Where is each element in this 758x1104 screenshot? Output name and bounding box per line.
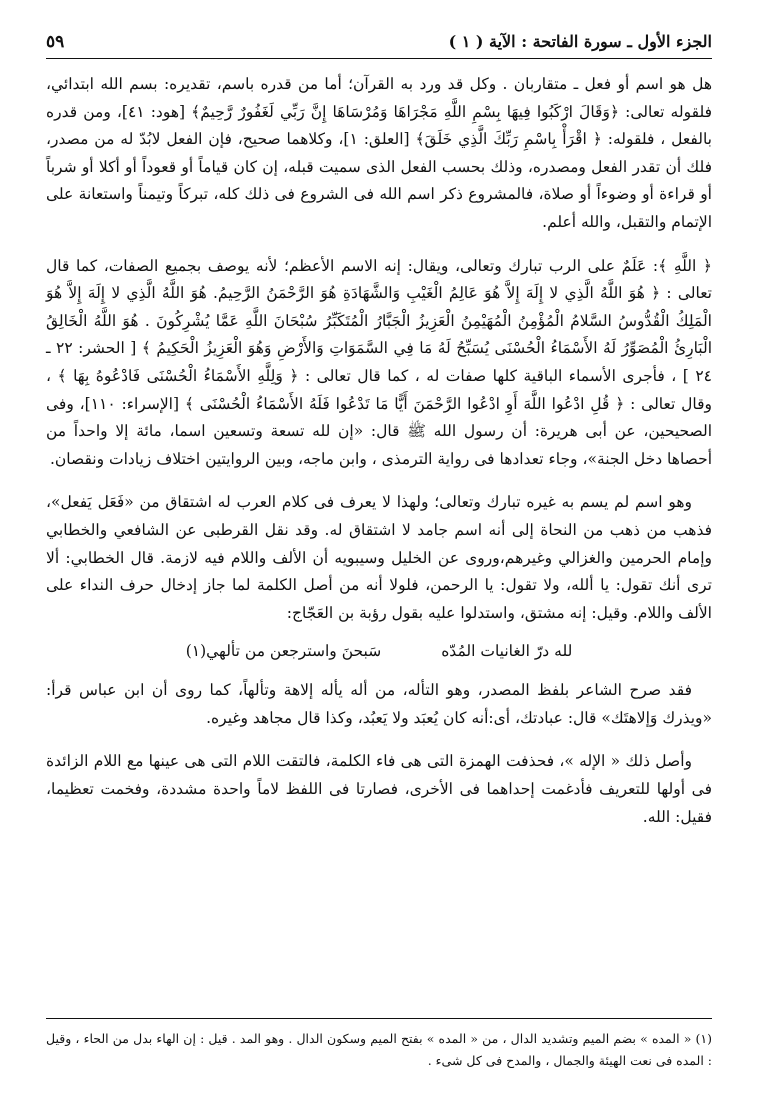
footnote-1: (١) « المده » بضم الميم وتشديد الدال ، من « المده » بفتح الميم وسكون الدال . وهو المد . قيل : إن الهاء بدل من الحاء ، وقيل : المده فى نعت الهيئة والجمال ، والمدح فى كل شىء .: [46, 1031, 712, 1068]
header-title: الجزء الأول ـ سورة الفاتحة : الآية ( ١ ): [448, 32, 712, 51]
book-page: [46, 28, 713, 1068]
paragraph-origin: وأصل ذلك « الإله »، فحذفت الهمزة التى هى فاء الكلمة، فالتقت اللام التى هى عينها مع اللام الزائدة فى أولها للتعريف فأدغمت إحداهما فى الأخرى، فصارتا فى اللفظ لاماً واحدة مشددة، وفخمت تعظيما، فقيل: الله.: [46, 752, 712, 826]
paragraph-poet-explanation: فقد صرح الشاعر بلفظ المصدر، وهو التأله، من أله يأله إلاهة وتألهاً، كما روى أن ابن عباس قرأ: «ويذرك وَإلاهتَك» قال: عبادتك، أى:أنه كان يُعبَد ولا يَعبُد، وكذا قال مجاهد وغيره.: [46, 681, 712, 727]
footnote-divider: [46, 1018, 712, 1019]
paragraph-derivation: وهو اسم لم يسم به غيره تبارك وتعالى؛ ولهذا لا يعرف فى كلام العرب له اشتقاق من «فَعَل يَفعل»، فذهب من ذهب من النحاة إلى أنه اسم جامد لا اشتقاق له. وقد نقل القرطبى عن الشافعي والخطابي وإمام الحرمين والغزالي وغيرهم،وروى عن الخليل وسيبويه أن الألف واللام فيه لازمة. قال الخطابي: ألا ترى أنك تقول: يا ألله، ولا تقول: يا الرحمن، فلولا أنه من أصل الكلمة لما جاز إدخال حرف النداء على الألف واللام. وقيل: إنه مشتق، واستدلوا عليه بقول رؤبة بن العَجّاج:: [46, 493, 712, 622]
poetry-verse: [46, 637, 712, 665]
paragraph-basmala-explanation: هل هو اسم أو فعل ـ متقاربان . وكل قد ورد به القرآن؛ أما من قدره باسم، تقديره: بسم الله ابتدائي، فلقوله تعالى: ﴿وَقَالَ ارْكَبُوا فِيهَا بِسْمِ اللَّهِ مَجْرَاهَا وَمُرْسَاهَا إِنَّ رَبِّي لَغَفُورٌ رَّحِيمٌ﴾ [هود: ٤١]، ومن قدره بالفعل ، فلقوله: ﴿ اقْرَأْ بِاسْمِ رَبِّكَ الَّذِي خَلَقَ﴾ [العلق: ١]، وكلاهما صحيح، فإن الفعل لابُدّ له من مصدر، فلك أن تقدر الفعل ومصدره، وذلك بحسب الفعل الذى سميت قبله، إن كان قياماً أو قعوداً أو أكلا أو شرباً أو قراءة أو وضوءاً أو صلاة، فالمشروع ذكر اسم الله فى الشروع فى ذلك كله، تبركاً وتيمناً واستعانة على الإتمام والتقبل، والله أعلم.: [46, 75, 712, 231]
verse-first-hemistich: لله درّ الغانيات المُدّه: [441, 642, 573, 661]
paragraph-allah-name: ﴿ اللَّهِ ﴾: عَلَمٌ على الرب تبارك وتعالى، ويقال: إنه الاسم الأعظم؛ لأنه يوصف بجميع الصفات، كما قال تعالى : ﴿ هُوَ اللَّهُ الَّذِي لا إِلَهَ إِلاَّ هُوَ عَالِمُ الْغَيْبِ وَالشَّهَادَةِ هُوَ الرَّحْمَنُ الرَّحِيمُ. هُوَ اللَّهُ الَّذِي لا إِلَهَ إِلاَّ هُوَ الْمَلِكُ الْقُدُّوسُ السَّلامُ الْمُؤْمِنُ الْمُهَيْمِنُ الْعَزِيزُ الْجَبَّارُ الْمُتَكَبِّرُ سُبْحَانَ اللَّهِ عَمَّا يُشْرِكُونَ . هُوَ اللَّهُ الْخَالِقُ الْبَارِئُ الْمُصَوِّرُ لَهُ الأَسْمَاءُ الْحُسْنَى يُسَبِّحُ لَهُ مَا فِي السَّمَوَاتِ وَالأَرْضِ وَهُوَ الْعَزِيزُ الْحَكِيمُ ﴾ [ الحشر: ٢٢ ـ ٢٤ ] ، فأجرى الأسماء الباقية كلها صفات له ، كما قال تعالى : ﴿ وَلِلَّهِ الأَسْمَاءُ الْحُسْنَى فَادْعُوهُ بِهَا ﴾ ، وقال تعالى : ﴿ قُلِ ادْعُوا اللَّهَ أَوِ ادْعُوا الرَّحْمَنَ أَيًّا مَا تَدْعُوا فَلَهُ الأَسْمَاءُ الْحُسْنَى ﴾ [الإسراء: ١١٠]، وفى الصحيحين، عن أبى هريرة: أن رسول الله ﷺ قال: «إن لله تسعة وتسعين اسما، مائة إلا واحداً من أحصاها دخل الجنة»، وجاء تعدادها فى رواية الترمذى ، وابن ماجه، وبين الروايتين اختلاف زيادات ونقصان.: [46, 256, 713, 468]
main-text: [46, 71, 712, 831]
page-number: ٥٩: [46, 32, 65, 52]
verse-second-hemistich: سَبحنَ واسترجعن من تألهي(١): [185, 642, 382, 661]
running-header: [46, 28, 712, 59]
footnotes: [46, 1028, 712, 1072]
